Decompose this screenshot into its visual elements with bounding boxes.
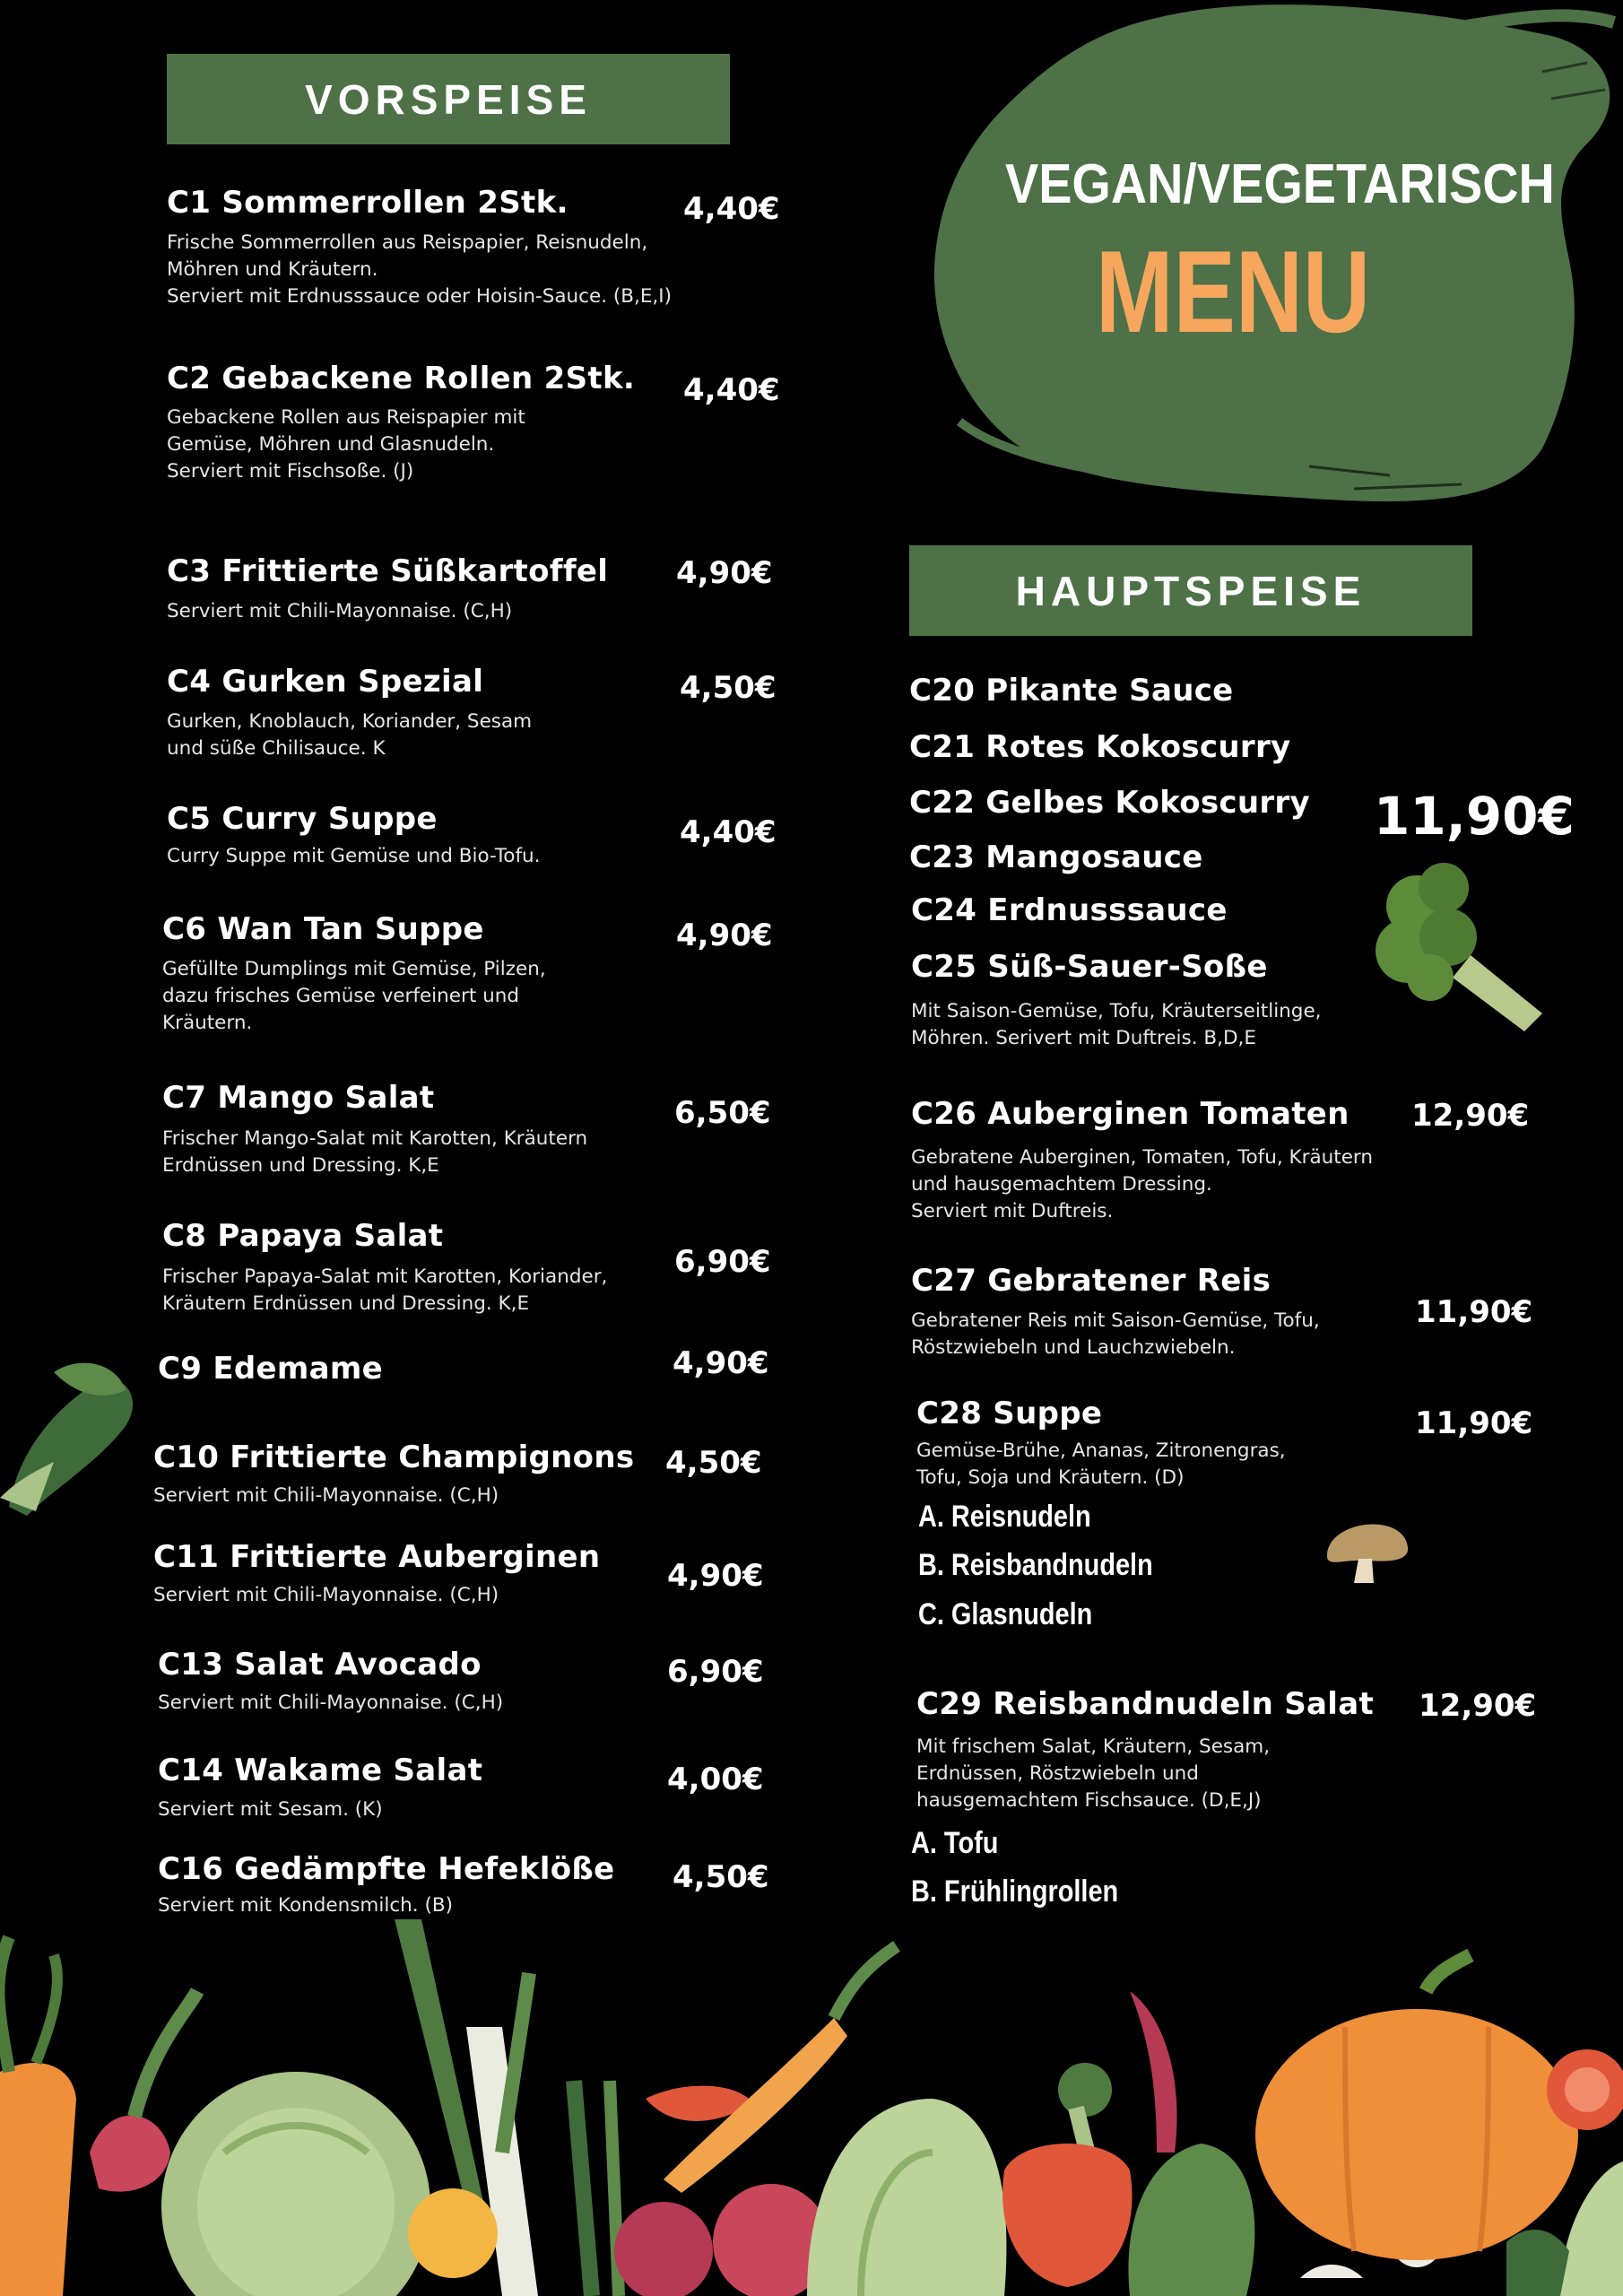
item-name: C3 Frittierte Süßkartoffel xyxy=(167,553,609,589)
item-name: C4 Gurken Spezial xyxy=(167,664,484,700)
sauce-c20: C20 Pikante Sauce xyxy=(909,673,1234,709)
item-name: C5 Curry Suppe xyxy=(167,801,438,837)
item-description: Curry Suppe mit Gemüse und Bio-Tofu. xyxy=(167,845,541,867)
item-description: Gefüllte Dumplings mit Gemüse, Pilzen, dazu frisches Gemüse verfeinert und Kräutern. xyxy=(162,958,546,1034)
item-price: 11,90€ xyxy=(1415,1405,1533,1441)
vegetables-border-illustration xyxy=(0,1883,1623,2296)
item-name: C14 Wakame Salat xyxy=(158,1752,483,1788)
menu-subtitle: VEGAN/VEGETARISCH xyxy=(1005,153,1555,215)
item-description: Serviert mit Chili-Mayonnaise. (C,H) xyxy=(167,600,513,622)
item-name: C2 Gebackene Rollen 2Stk. xyxy=(167,361,636,396)
item-name: C27 Gebratener Reis xyxy=(911,1263,1271,1299)
hauptspeise-heading: HAUPTSPEISE xyxy=(909,545,1472,636)
item-name: C28 Suppe xyxy=(916,1396,1103,1431)
item-price: 4,50€ xyxy=(673,1859,769,1895)
item-description: Mit frischem Salat, Kräutern, Sesam, Erdnüssen, Röstzwiebeln und hausgemachtem Fischsauce. (D,E,J) xyxy=(916,1735,1271,1812)
item-description: Frische Sommerrollen aus Reispapier, Reisnudeln, Möhren und Kräutern. Serviert mit Erdnusssauce oder Hoisin-Sauce. (B,E,I) xyxy=(167,231,672,308)
item-price: 12,90€ xyxy=(1411,1098,1530,1134)
broccoli-illustration xyxy=(1354,852,1551,1049)
sauce-c24: C24 Erdnusssauce xyxy=(911,892,1228,928)
item-description: Frischer Papaya-Salat mit Karotten, Koriander, Kräutern Erdnüssen und Dressing. K,E xyxy=(162,1265,608,1315)
item-name: C16 Gedämpfte Hefeklöße xyxy=(158,1851,615,1887)
option-b: B. Reisbandnudeln xyxy=(918,1548,1153,1582)
mushroom-illustration xyxy=(1318,1507,1417,1587)
bok-choy-illustration xyxy=(0,1345,143,1525)
option-c: C. Glasnudeln xyxy=(918,1597,1093,1631)
item-description: Gebratener Reis mit Saison-Gemüse, Tofu, Röstzwiebeln und Lauchzwiebeln. xyxy=(911,1309,1320,1359)
sauce-c21: C21 Rotes Kokoscurry xyxy=(909,729,1291,765)
item-name: C1 Sommerrollen 2Stk. xyxy=(167,185,568,221)
item-price: 4,40€ xyxy=(680,814,777,850)
sauces-price: 11,90€ xyxy=(1374,786,1575,847)
item-name: C26 Auberginen Tomaten xyxy=(911,1096,1350,1132)
item-description: Serviert mit Chili-Mayonnaise. (C,H) xyxy=(153,1584,499,1606)
item-price: 4,90€ xyxy=(676,555,773,591)
item-name: C13 Salat Avocado xyxy=(158,1647,482,1683)
item-price: 4,40€ xyxy=(683,191,780,227)
vorspeise-heading: VORSPEISE xyxy=(167,54,730,144)
item-name: C10 Frittierte Champignons xyxy=(153,1439,635,1475)
item-price: 6,50€ xyxy=(674,1095,771,1131)
item-price: 4,90€ xyxy=(676,918,773,953)
sauce-c22: C22 Gelbes Kokoscurry xyxy=(909,785,1310,821)
option-a: A. Reisnudeln xyxy=(918,1500,1091,1534)
item-description: Gurken, Knoblauch, Koriander, Sesam und süße Chilisauce. K xyxy=(167,710,533,760)
item-description: Serviert mit Chili-Mayonnaise. (C,H) xyxy=(158,1692,504,1714)
item-name: C9 Edemame xyxy=(158,1351,383,1387)
item-description: Serviert mit Chili-Mayonnaise. (C,H) xyxy=(153,1484,499,1507)
item-description: Gebratene Auberginen, Tomaten, Tofu, Kräutern und hausgemachtem Dressing. Serviert mit Duftreis. xyxy=(911,1146,1374,1222)
item-name: C11 Frittierte Auberginen xyxy=(153,1539,601,1575)
menu-title: MENU xyxy=(1095,226,1371,357)
option-a: A. Tofu xyxy=(911,1826,999,1860)
item-name: C7 Mango Salat xyxy=(162,1080,435,1116)
item-description: Gebackene Rollen aus Reispapier mit Gemüse, Möhren und Glasnudeln. Serviert mit Fischsoße. (J) xyxy=(167,406,525,483)
item-name: C29 Reisbandnudeln Salat xyxy=(916,1686,1375,1722)
item-price: 4,00€ xyxy=(667,1761,764,1797)
sauce-c25: C25 Süß-Sauer-Soße xyxy=(911,949,1268,985)
item-description: Serviert mit Sesam. (K) xyxy=(158,1798,383,1821)
item-price: 4,90€ xyxy=(673,1345,769,1381)
item-price: 11,90€ xyxy=(1415,1294,1533,1330)
item-price: 12,90€ xyxy=(1419,1688,1537,1724)
item-description: Serviert mit Kondensmilch. (B) xyxy=(158,1894,453,1917)
item-name: C6 Wan Tan Suppe xyxy=(162,911,484,947)
item-price: 6,90€ xyxy=(667,1654,764,1690)
item-price: 4,50€ xyxy=(665,1445,762,1481)
sauce-c23: C23 Mangosauce xyxy=(909,839,1203,875)
item-price: 4,50€ xyxy=(680,670,777,706)
item-price: 4,40€ xyxy=(683,372,780,408)
item-price: 6,90€ xyxy=(674,1244,771,1280)
item-price: 4,90€ xyxy=(667,1558,764,1594)
option-b: B. Frühlingrollen xyxy=(911,1874,1119,1909)
sauces-description: Mit Saison-Gemüse, Tofu, Kräuterseitlinge, Möhren. Serivert mit Duftreis. B,D,E xyxy=(911,1000,1322,1049)
item-description: Frischer Mango-Salat mit Karotten, Kräutern Erdnüssen und Dressing. K,E xyxy=(162,1127,588,1177)
item-description: Gemüse-Brühe, Ananas, Zitronengras, Tofu, Soja und Kräutern. (D) xyxy=(916,1439,1286,1489)
item-name: C8 Papaya Salat xyxy=(162,1218,444,1254)
